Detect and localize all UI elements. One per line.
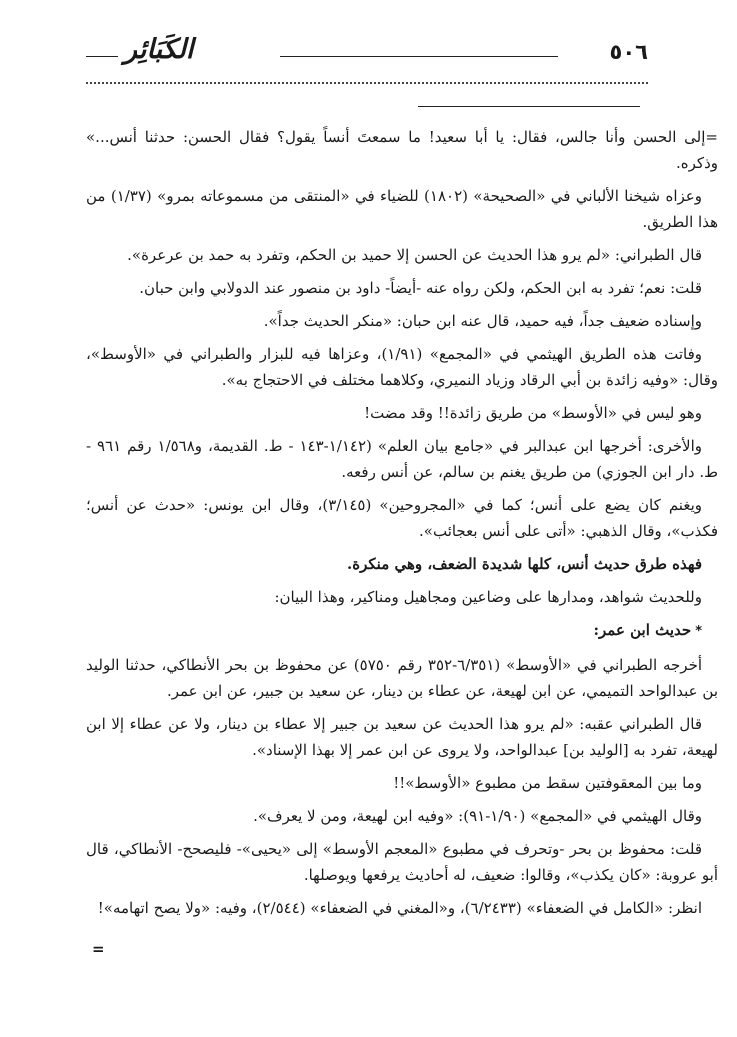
- section-heading: [86, 617, 718, 645]
- paragraph: والأخرى: أخرجها ابن عبدالبر في «جامع بيان العلم» (١/١٤٢-١٤٣ - ط. القديمة، و١/٥٦٨ رقم ٩٦١ - ط. دار ابن الجوزي) من طريق يغنم بن سالم، عن أنس رفعه.: [86, 437, 718, 481]
- paragraph: وقال الهيثمي في «المجمع» (١/٩٠-٩١): «وفيه ابن لهيعة، ومن لا يعرف».: [253, 807, 702, 825]
- book-title: الكَبَائِر: [124, 34, 194, 65]
- section-heading-text: حديث ابن عمر:: [593, 621, 692, 639]
- page-number: ٥٠٦: [609, 40, 648, 64]
- header-rule-right: [280, 56, 558, 57]
- footnote-text: [86, 124, 718, 928]
- paragraph: قلت: محفوظ بن بحر -وتحرف في مطبوع «المعجم الأوسط» إلى «يحيى»- فليصحح- الأنطاكي، قال أبو عروبة: «كان يكذب»، وقالوا: ضعيف، له أحاديث يرفعها ويوصلها.: [86, 840, 718, 884]
- paragraph: وللحديث شواهد، ومدارها على وضاعين ومجاهيل ومناكير، وهذا البيان:: [274, 588, 702, 606]
- asterisk-marker: *: [695, 624, 702, 639]
- paragraph: فهذه طرق حديث أنس، كلها شديدة الضعف، وهي منكرة.: [347, 555, 702, 573]
- paragraph: =إلى الحسن وأنا جالس، فقال: يا أبا سعيد! ما سمعتَ أنساً يقول؟ فقال الحسن: حدثنا أنس...» وذكره.: [86, 128, 718, 172]
- page-header: [86, 36, 648, 76]
- paragraph: قال الطبراني: «لم يرو هذا الحديث عن الحسن إلا حميد بن الحكم، وتفرد به حمد بن عرعرة».: [127, 246, 702, 264]
- paragraph: وعزاه شيخنا الألباني في «الصحيحة» (١٨٠٢) للضياء في «المنتقى من مسموعاته بمرو» (١/٣٧) من هذا الطريق.: [86, 187, 718, 231]
- paragraph: وإسناده ضعيف جداً، فيه حميد، قال عنه ابن حبان: «منكر الحديث جداً».: [263, 312, 702, 330]
- paragraph: وما بين المعقوفتين سقط من مطبوع «الأوسط»!!: [393, 774, 702, 792]
- paragraph: ويغنم كان يضع على أنس؛ كما في «المجروحين» (٣/١٤٥)، وقال ابن يونس: «حدث عن أنس؛ فكذب»، وقال الذهبي: «أتى على أنس بعجائب».: [86, 496, 718, 540]
- paragraph: قال الطبراني عقبه: «لم يرو هذا الحديث عن سعيد بن جبير إلا عطاء بن دينار، ولا عن عطاء إلا ابن لهيعة، تفرد به [الوليد بن] عبدالواحد، ولا يروى عن ابن عمر إلا بهذا الإسناد».: [86, 715, 718, 759]
- footnote-rule: [418, 106, 640, 107]
- continuation-mark: =: [92, 940, 105, 958]
- paragraph: أخرجه الطبراني في «الأوسط» (٦/٣٥١-٣٥٢ رقم ٥٧٥٠) عن محفوظ بن بحر الأنطاكي، حدثنا الوليد بن عبدالواحد التميمي، عن ابن لهيعة، عن عطاء بن دينار، عن سعيد بن جبير، عن ابن عمر.: [86, 656, 718, 700]
- header-rule-left: [86, 56, 118, 57]
- paragraph: وفاتت هذه الطريق الهيثمي في «المجمع» (١/٩١)، وعزاها فيه للبزار والطبراني في «الأوسط»، وقال: «وفيه زائدة بن أبي الرقاد وزياد النميري، وكلاهما مختلف في الاحتجاج به».: [86, 345, 718, 389]
- paragraph: وهو ليس في «الأوسط» من طريق زائدة!! وقد مضت!: [364, 404, 702, 422]
- paragraph: قلت: نعم؛ تفرد به ابن الحكم، ولكن رواه عنه -أيضاً- داود بن منصور عند الدولابي وابن حبان.: [139, 279, 702, 297]
- dotted-separator: [86, 82, 648, 84]
- paragraph: انظر: «الكامل في الضعفاء» (٦/٢٤٣٣)، و«المغني في الضعفاء» (٢/٥٤٤)، وفيه: «ولا يصح اتهامه»!: [97, 899, 702, 917]
